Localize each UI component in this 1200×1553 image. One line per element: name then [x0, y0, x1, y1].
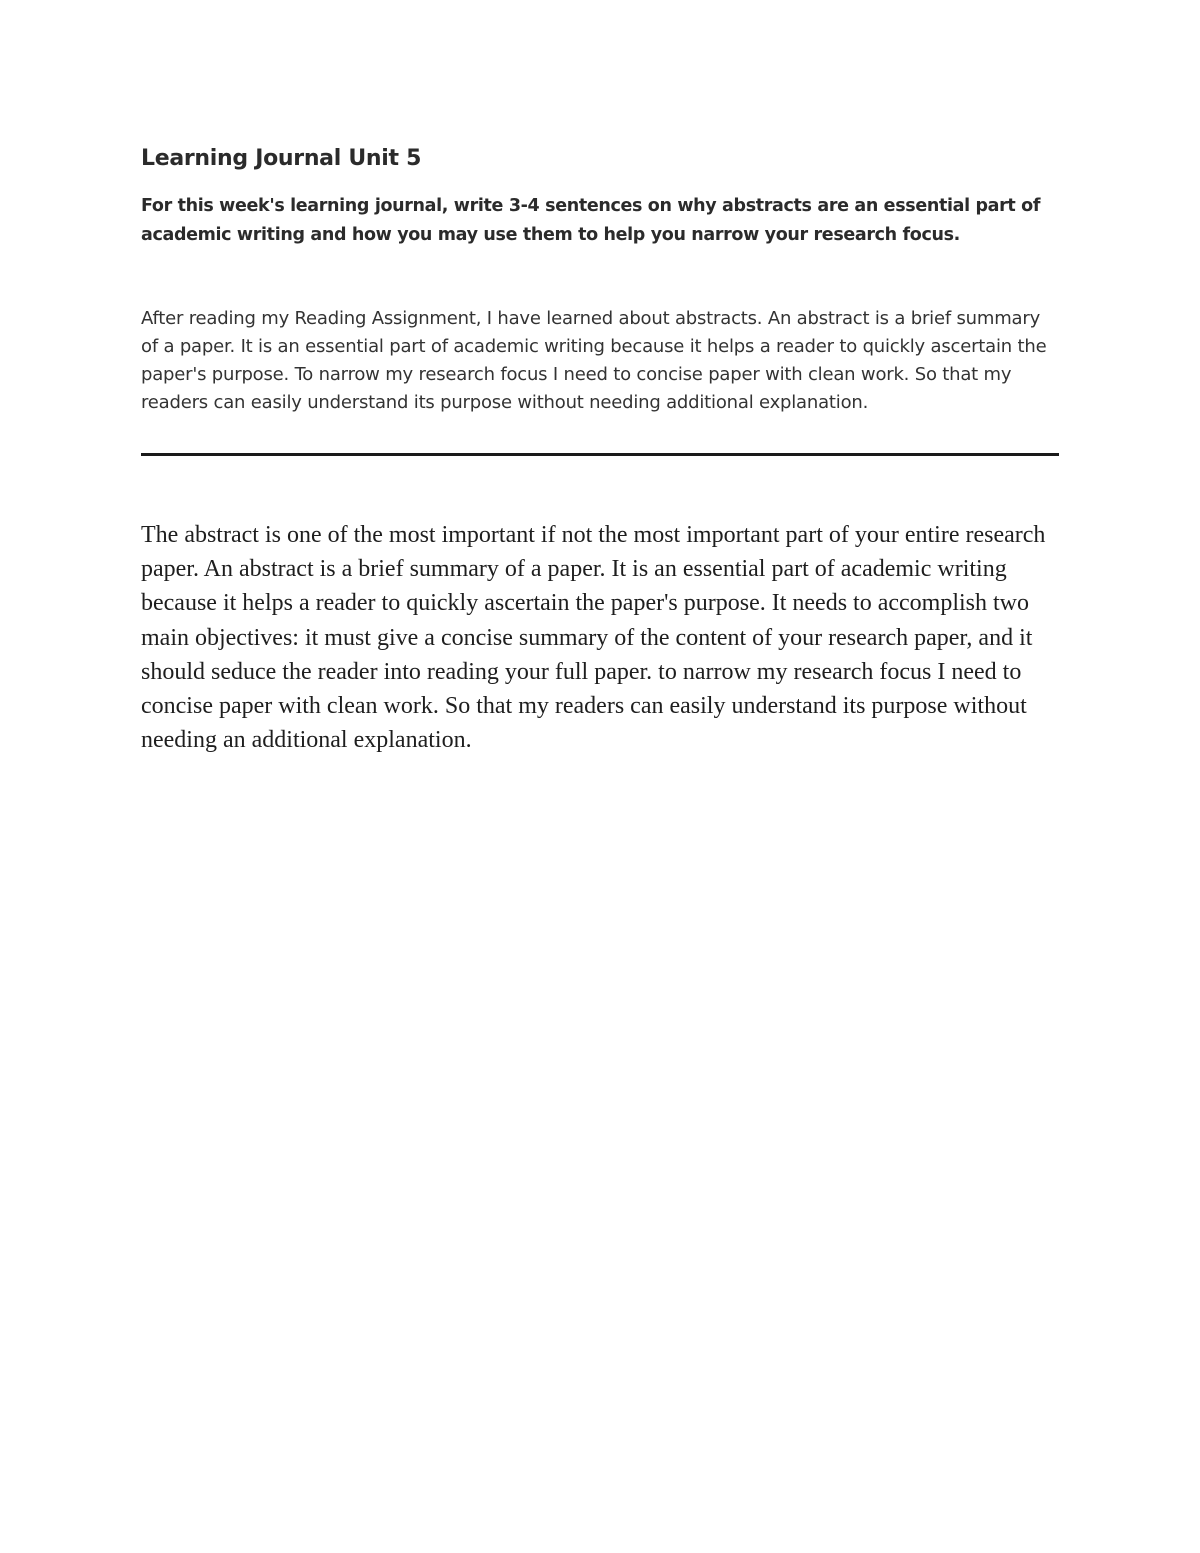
- first-answer-paragraph: After reading my Reading Assignment, I have learned about abstracts. An abstract is a brief summary of a paper. It is an essential part of academic writing because it helps a reader to quickly ascertain the paper's purpose. To narrow my research focus I need to concise paper with clean work. So that my readers can easily understand its purpose without needing additional explanation.: [141, 308, 1047, 413]
- page-title: Learning Journal Unit 5: [141, 146, 422, 171]
- document-content: [141, 140, 1059, 757]
- journal-prompt: For this week's learning journal, write 3-4 sentences on why abstracts are an essential part of academic writing and how you may use them to help you narrow your research focus.: [141, 196, 1041, 245]
- second-answer-paragraph: The abstract is one of the most important if not the most important part of your entire research paper. An abstract is a brief summary of a paper. It is an essential part of academic writing because it helps a reader to quickly ascertain the paper's purpose. It needs to accomplish two main objectives: it must give a concise summary of the content of your research paper, and it should seduce the reader into reading your full paper. to narrow my research focus I need to concise paper with clean work. So that my readers can easily understand its purpose without needing an additional explanation.: [141, 522, 1046, 754]
- horizontal-divider: [141, 453, 1059, 456]
